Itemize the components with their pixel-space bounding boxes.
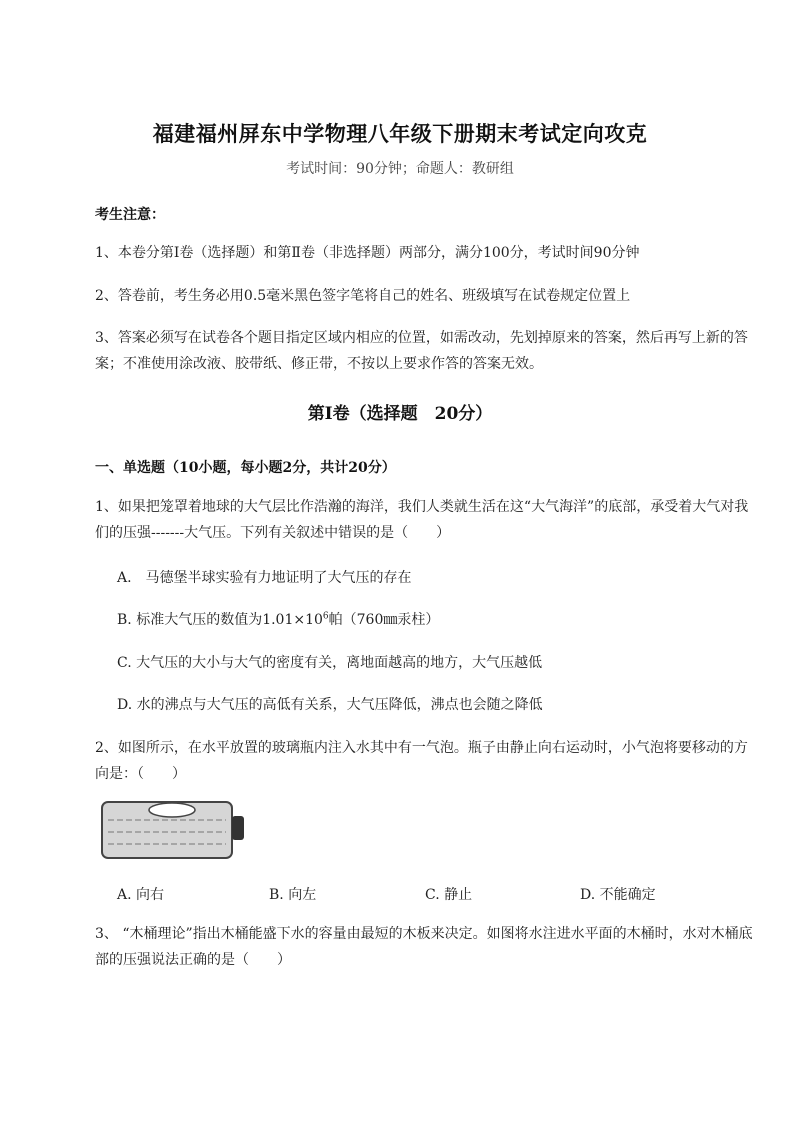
- part-heading: 一、单选题（10小题，每小题2分，共计20分）: [95, 460, 396, 476]
- notice-item: 1、本卷分第I卷（选择题）和第Ⅱ卷（非选择题）两部分，满分100分，考试时间90分钟: [95, 245, 640, 261]
- notice-item: 3、答案必须写在试卷各个题目指定区域内相应的位置，如需改动，先划掉原来的答案，然后再写上新的答案；不准使用涂改液、胶带纸、修正带，不按以上要求作答的答案无效。: [95, 330, 748, 372]
- question-2-option-a: A. 向右: [117, 887, 165, 903]
- question-1-stem: 1、如果把笼罩着地球的大气层比作浩瀚的海洋，我们人类就生活在这“大气海洋”的底部，承受着大气对我们的压强-------大气压。下列有关叙述中错误的是（ ）: [95, 499, 749, 541]
- section-title: 第I卷（选择题 20分）: [307, 404, 493, 424]
- question-1-option-a: A. 马德堡半球实验有力地证明了大气压的存在: [117, 570, 412, 586]
- bottle-figure: [100, 800, 250, 862]
- question-2-option-b: B. 向左: [269, 887, 317, 903]
- notice-item: 2、答卷前，考生务必用0.5毫米黑色签字笔将自己的姓名、班级填写在试卷规定位置上: [95, 288, 631, 304]
- exam-info: 考试时间：90分钟；命题人：教研组: [286, 161, 514, 177]
- question-2-option-c: C. 静止: [425, 887, 473, 903]
- question-1-option-c: C. 大气压的大小与大气的密度有关，离地面越高的地方，大气压越低: [117, 655, 543, 671]
- air-bubble: [149, 803, 195, 817]
- question-1-option-d: D. 水的沸点与大气压的高低有关系，大气压降低，沸点也会随之降低: [117, 697, 543, 713]
- page-title: 福建福州屏东中学物理八年级下册期末考试定向攻克: [152, 121, 648, 146]
- notice-heading: 考生注意：: [95, 207, 165, 223]
- question-2-option-d: D. 不能确定: [580, 887, 656, 903]
- question-3-stem: 3、 “木桶理论”指出木桶能盛下水的容量由最短的木板来决定。如图将水注进水平面的木桶时，水对木桶底部的压强说法正确的是（ ）: [95, 926, 753, 968]
- question-1-option-b: B. 标准大气压的数值为$1.01\times 10^6$帕（760㎜汞柱）: [117, 611, 440, 628]
- question-2-stem: 2、如图所示，在水平放置的玻璃瓶内注入水其中有一气泡。瓶子由静止向右运动时，小气泡将要移动的方向是：（ ）: [95, 740, 748, 782]
